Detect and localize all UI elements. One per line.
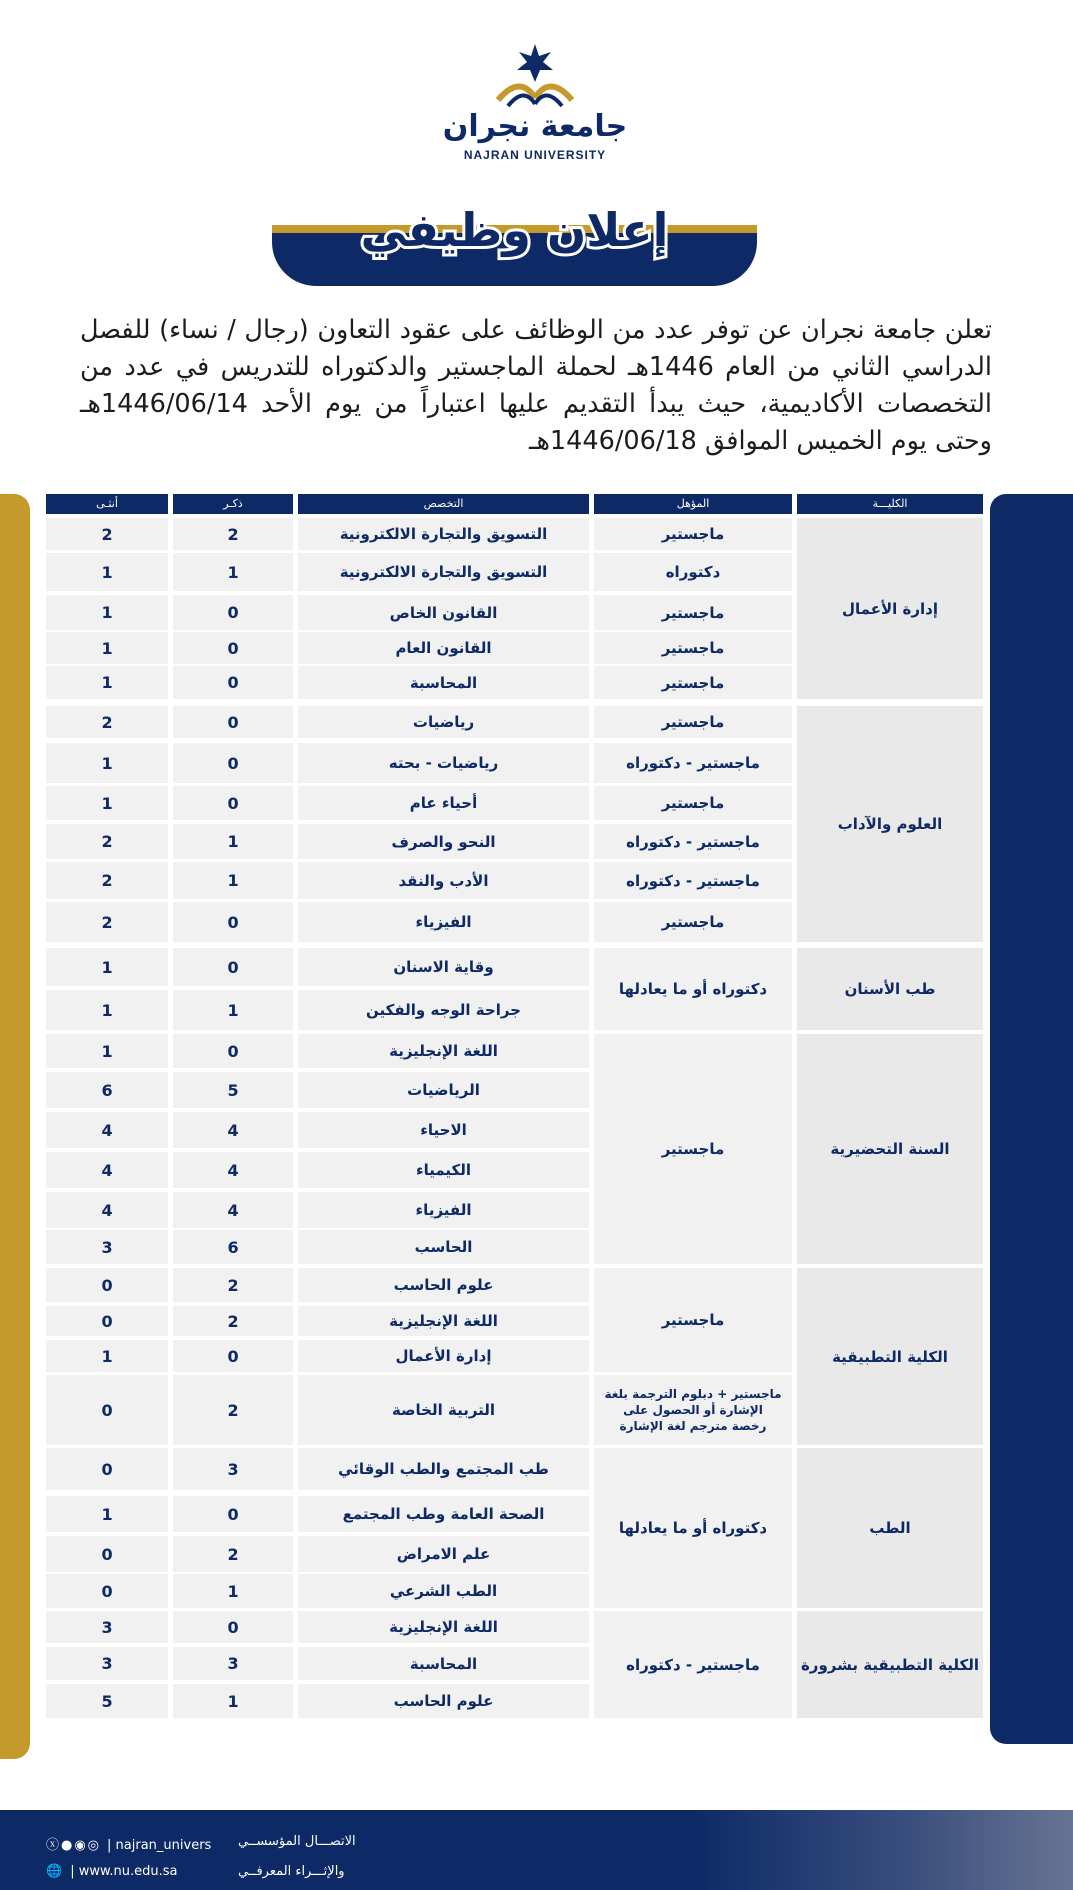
qualification-cell: دكتوراه أو ما يعادلها (594, 1448, 792, 1608)
footer (0, 1810, 1073, 1890)
male-count-cell: 4 (173, 1192, 293, 1228)
female-count-cell: 1 (46, 1034, 168, 1068)
female-count-cell: 0 (46, 1268, 168, 1302)
specialty-cell: التسويق والتجارة الالكترونية (298, 518, 589, 550)
male-count-cell: 1 (173, 553, 293, 591)
male-count-cell: 0 (173, 595, 293, 630)
female-count-cell: 1 (46, 786, 168, 820)
specialty-cell: رياضيات (298, 706, 589, 738)
qualification-cell: ماجستير (594, 632, 792, 664)
qualification-cell: ماجستير + دبلوم الترجمة بلغة الإشارة أو الحصول على رخصة مترجم لغة الإشارة (594, 1375, 792, 1445)
specialty-cell: الأدب والنقد (298, 862, 589, 899)
qualification-cell: ماجستير (594, 1268, 792, 1372)
qualification-cell: ماجستير - دكتوراه (594, 743, 792, 783)
male-count-cell: 0 (173, 1340, 293, 1372)
specialty-cell: الطب الشرعي (298, 1574, 589, 1608)
specialty-cell: علوم الحاسب (298, 1268, 589, 1302)
specialty-cell: التربية الخاصة (298, 1375, 589, 1445)
male-count-cell: 2 (173, 1536, 293, 1572)
male-count-cell: 3 (173, 1448, 293, 1490)
male-count-cell: 4 (173, 1152, 293, 1188)
female-count-cell: 5 (46, 1684, 168, 1718)
header-college: الكليـــة (797, 494, 983, 514)
male-count-cell: 0 (173, 743, 293, 783)
specialty-cell: الحاسب (298, 1230, 589, 1264)
website-line: 🌐 | www.nu.edu.sa (46, 1864, 178, 1879)
college-cell: إدارة الأعمال (797, 518, 983, 699)
specialty-cell: المحاسبة (298, 666, 589, 699)
specialty-cell: اللغة الإنجليزية (298, 1034, 589, 1068)
male-count-cell: 0 (173, 902, 293, 942)
male-count-cell: 6 (173, 1230, 293, 1264)
male-count-cell: 1 (173, 990, 293, 1030)
specialty-cell: القانون العام (298, 632, 589, 664)
female-count-cell: 0 (46, 1536, 168, 1572)
female-count-cell: 2 (46, 824, 168, 859)
male-count-cell: 0 (173, 1496, 293, 1532)
logo-english-text: NAJRAN UNIVERSITY (463, 148, 607, 162)
male-count-cell: 0 (173, 1034, 293, 1068)
specialty-cell: المحاسبة (298, 1647, 589, 1680)
female-count-cell: 4 (46, 1112, 168, 1148)
qualification-cell: ماجستير - دكتوراه (594, 1611, 792, 1718)
female-count-cell: 1 (46, 632, 168, 664)
qualification-cell: ماجستير (594, 786, 792, 820)
announcement-text: تعلن جامعة نجران عن توفر عدد من الوظائف على عقود التعاون (رجال / نساء) للفصل الدراسي الثاني من العام 1446هـ لحملة الماجستير والدكتوراه للتدريس في عدد من التخصصات الأكاديمية، حيث يبدأ التقديم عليها اعتباراً من يوم الأحد 1446/06/14هـ وحتى يوم الخميس الموافق 1446/06/18هـ (80, 315, 992, 456)
female-count-cell: 1 (46, 666, 168, 699)
female-count-cell: 1 (46, 553, 168, 591)
logo-star-icon (490, 40, 580, 120)
qualification-cell: ماجستير (594, 595, 792, 630)
male-count-cell: 4 (173, 1112, 293, 1148)
footer-site-label: والإثـــراء المعرفــي (238, 1864, 345, 1879)
female-count-cell: 4 (46, 1152, 168, 1188)
male-count-cell: 0 (173, 666, 293, 699)
college-cell: السنة التحضيرية (797, 1034, 983, 1264)
female-count-cell: 3 (46, 1230, 168, 1264)
female-count-cell: 1 (46, 990, 168, 1030)
specialty-cell: إدارة الأعمال (298, 1340, 589, 1372)
college-cell: الطب (797, 1448, 983, 1608)
logo-arabic-text: جامعة نجران (442, 109, 628, 144)
female-count-cell: 6 (46, 1072, 168, 1108)
male-count-cell: 0 (173, 1611, 293, 1643)
female-count-cell: 3 (46, 1647, 168, 1680)
male-count-cell: 1 (173, 862, 293, 899)
male-count-cell: 1 (173, 1684, 293, 1718)
specialty-cell: الصحة العامة وطب المجتمع (298, 1496, 589, 1532)
social-handle[interactable]: najran_univers (115, 1838, 212, 1853)
college-cell: طب الأسنان (797, 948, 983, 1030)
male-count-cell: 2 (173, 1306, 293, 1336)
qualification-cell: ماجستير (594, 706, 792, 738)
header-male: ذكـر (173, 494, 293, 514)
female-count-cell: 0 (46, 1375, 168, 1445)
male-count-cell: 0 (173, 786, 293, 820)
female-count-cell: 1 (46, 1340, 168, 1372)
specialty-cell: التسويق والتجارة الالكترونية (298, 553, 589, 591)
specialty-cell: اللغة الإنجليزية (298, 1306, 589, 1336)
male-count-cell: 2 (173, 518, 293, 550)
male-count-cell: 3 (173, 1647, 293, 1680)
header-specialty: التخصص (298, 494, 589, 514)
specialty-cell: الرياضيات (298, 1072, 589, 1108)
right-navy-frame (990, 494, 1073, 1744)
jobs-table (46, 494, 983, 1744)
male-count-cell: 0 (173, 632, 293, 664)
female-count-cell: 0 (46, 1574, 168, 1608)
specialty-cell: القانون الخاص (298, 595, 589, 630)
specialty-cell: الاحياء (298, 1112, 589, 1148)
qualification-cell: ماجستير (594, 666, 792, 699)
website-link[interactable]: www.nu.edu.sa (78, 1864, 178, 1879)
female-count-cell: 2 (46, 902, 168, 942)
social-line: ⓧ●◉◎ | najran_univers (46, 1834, 211, 1853)
college-cell: الكلية التطبيقية بشرورة (797, 1611, 983, 1718)
male-count-cell: 1 (173, 824, 293, 859)
header-female: أنثـى (46, 494, 168, 514)
male-count-cell: 0 (173, 706, 293, 738)
female-count-cell: 3 (46, 1611, 168, 1643)
female-count-cell: 1 (46, 595, 168, 630)
qualification-cell: دكتوراه (594, 553, 792, 591)
specialty-cell: علوم الحاسب (298, 1684, 589, 1718)
male-count-cell: 0 (173, 948, 293, 986)
qualification-cell: ماجستير (594, 1034, 792, 1264)
male-count-cell: 5 (173, 1072, 293, 1108)
male-count-cell: 2 (173, 1375, 293, 1445)
female-count-cell: 2 (46, 862, 168, 899)
left-gold-frame (0, 494, 30, 1759)
header-qualification: المؤهل (594, 494, 792, 514)
footer-contact-label: الاتصـــال المؤسســي (238, 1834, 356, 1849)
female-count-cell: 0 (46, 1306, 168, 1336)
qualification-cell: ماجستير (594, 902, 792, 942)
qualification-cell: ماجستير (594, 518, 792, 550)
footer-city-image (693, 1810, 1073, 1890)
specialty-cell: اللغة الإنجليزية (298, 1611, 589, 1643)
globe-icon: 🌐 (46, 1864, 65, 1879)
qualification-cell: ماجستير - دكتوراه (594, 824, 792, 859)
specialty-cell: طب المجتمع والطب الوقائي (298, 1448, 589, 1490)
female-count-cell: 1 (46, 948, 168, 986)
qualification-cell: دكتوراه أو ما يعادلها (594, 948, 792, 1030)
qualification-cell: ماجستير - دكتوراه (594, 862, 792, 899)
female-count-cell: 1 (46, 743, 168, 783)
specialty-cell: الكيمياء (298, 1152, 589, 1188)
female-count-cell: 0 (46, 1448, 168, 1490)
college-cell: العلوم والآداب (797, 706, 983, 942)
female-count-cell: 1 (46, 1496, 168, 1532)
specialty-cell: الفيزياء (298, 902, 589, 942)
female-count-cell: 2 (46, 518, 168, 550)
social-icons: ⓧ●◉◎ (46, 1838, 102, 1853)
university-logo (440, 40, 630, 165)
specialty-cell: وقاية الاسنان (298, 948, 589, 986)
male-count-cell: 1 (173, 1574, 293, 1608)
specialty-cell: جراحة الوجه والفكين (298, 990, 589, 1030)
specialty-cell: رياضيات - بحته (298, 743, 589, 783)
page-title: إعلان وظيفي (360, 203, 669, 257)
female-count-cell: 4 (46, 1192, 168, 1228)
specialty-cell: النحو والصرف (298, 824, 589, 859)
specialty-cell: أحياء عام (298, 786, 589, 820)
specialty-cell: علم الامراض (298, 1536, 589, 1572)
specialty-cell: الفيزياء (298, 1192, 589, 1228)
college-cell: الكلية التطبيقية (797, 1268, 983, 1445)
female-count-cell: 2 (46, 706, 168, 738)
male-count-cell: 2 (173, 1268, 293, 1302)
